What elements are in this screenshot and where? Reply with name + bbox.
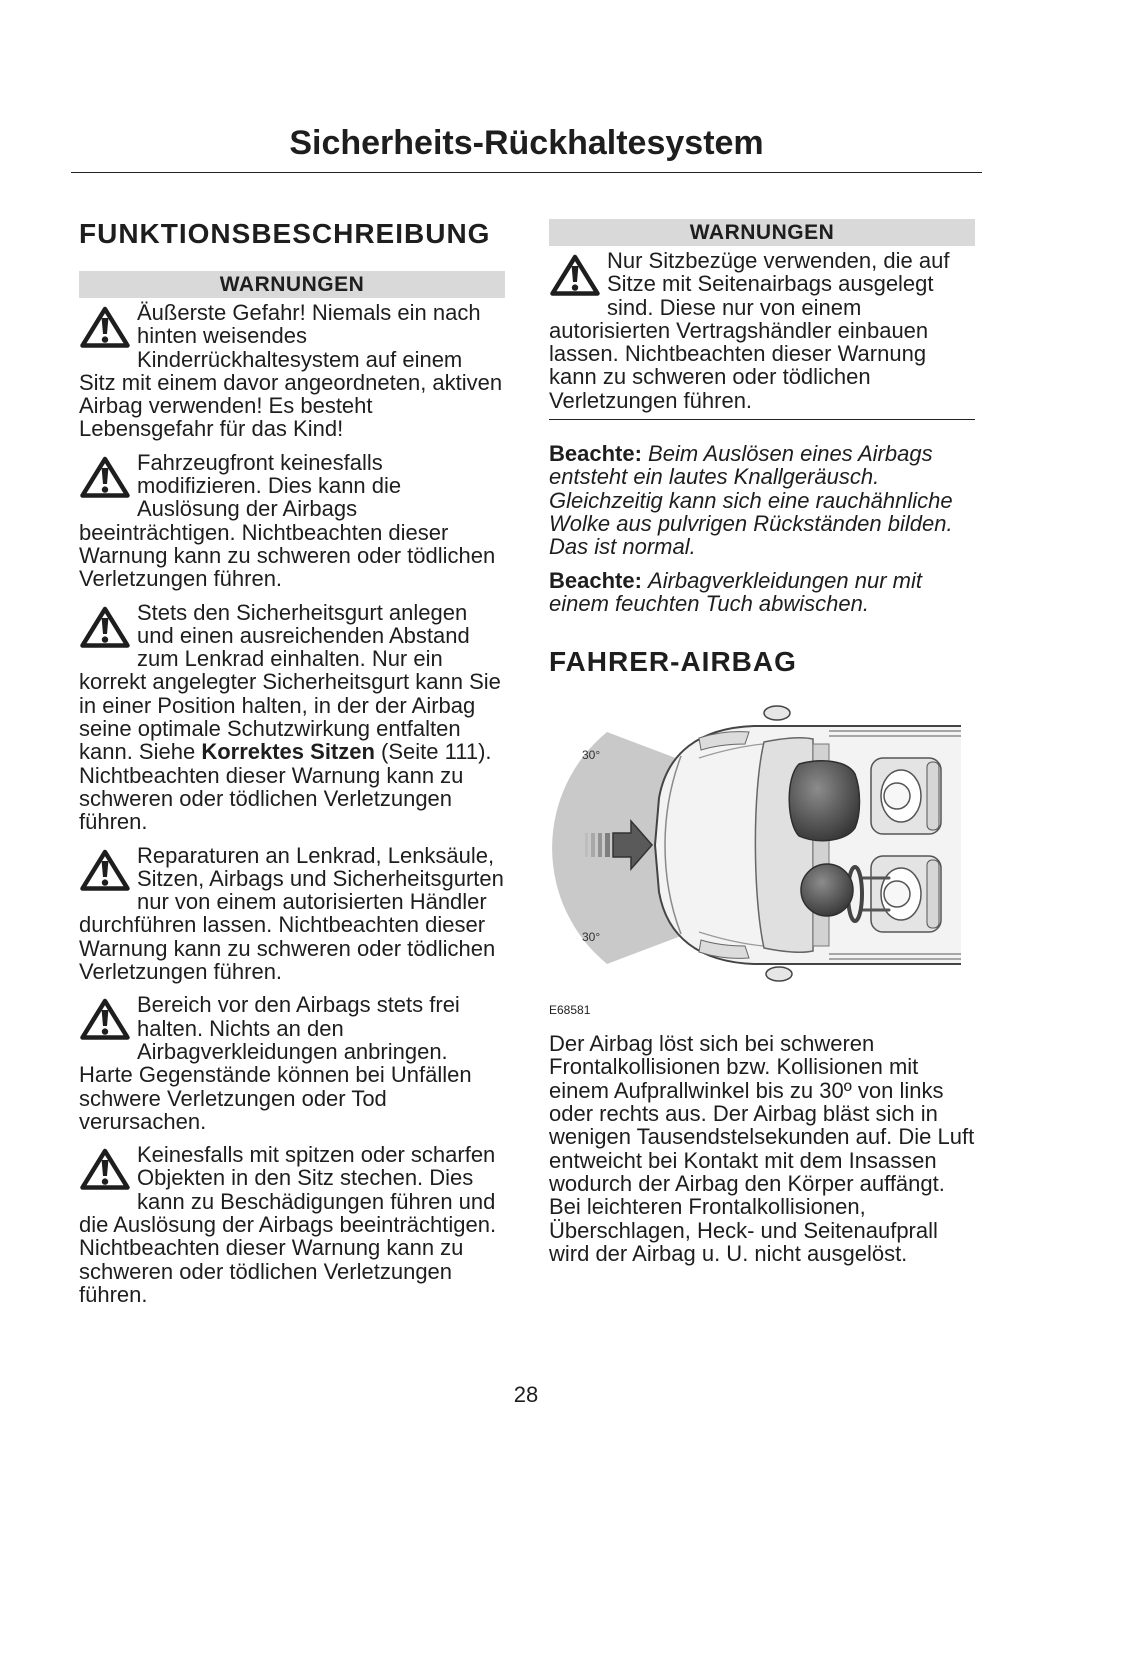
angle-label-bottom: 30° xyxy=(582,930,601,945)
warning-triangle-icon xyxy=(79,993,131,1059)
warning-text: Fahrzeugfront keinesfalls modifizieren. Dies kann die Auslösung der Airbags beeinträchtigen. Nichtbeachten dieser Warnung kann zu schweren oder tödlichen Verletzungen führen. xyxy=(79,449,496,592)
motion-stripe xyxy=(585,833,588,857)
warnings-label-bar: WARNUNGEN xyxy=(79,271,505,298)
warning-item xyxy=(79,451,505,591)
warning-text: Reparaturen an Lenkrad, Lenksäule, Sitzen, Airbags und Sicherheitsgurten nur von einem autorisierten Händler durchführen lassen. Nichtbeachten dieser Warnung kann zu schweren oder tödlichen Verletzungen führen. xyxy=(79,842,504,985)
passenger-seat-back xyxy=(927,762,939,830)
warning-text: Nur Sitzbezüge verwenden, die auf Sitze mit Seitenairbags ausgelegt sind. Diese nur von einem autorisierten Vertragshändler einbauen lassen. Nichtbeachten dieser Warnung kann zu schweren oder tödlichen Verletzungen führen. xyxy=(549,248,950,413)
warning-triangle-icon xyxy=(79,301,131,367)
note-text: Beim Auslösen eines Airbags entsteht ein lautes Knallgeräusch. Gleichzeitig kann sich eine rauchähnliche Wolke aus pulvrigen Rückständen bilden. Das ist normal. xyxy=(549,441,953,560)
warning-text: Bereich vor den Airbags stets frei halten. Nichts an den Airbagverkleidungen anbringen. Harte Gegenstände können bei Unfällen schwere Verletzungen oder Tod verursachen. xyxy=(79,992,472,1134)
note-label: Beachte: xyxy=(549,441,642,467)
warning-text-continued: (Seite 111). Nichtbeachten dieser Warnung kann zu schweren oder tödlichen Verletzungen führen. xyxy=(79,739,492,835)
figure-id: E68581 xyxy=(549,1003,591,1018)
passenger-head xyxy=(884,783,910,809)
warning-item xyxy=(79,301,505,441)
driver-seat-back xyxy=(927,860,939,928)
note xyxy=(549,442,975,558)
driver-head xyxy=(884,881,910,907)
page-number: 28 xyxy=(513,1382,539,1407)
side-mirror-bottom xyxy=(766,967,792,981)
warning-triangle-icon xyxy=(79,601,131,667)
driver-airbag xyxy=(801,864,853,916)
warning-triangle-icon xyxy=(79,451,131,517)
warning-text: Keinesfalls mit spitzen oder scharfen Objekten in den Sitz stechen. Dies kann zu Beschädigungen führen und die Auslösung der Airbags beeinträchtigen. Nichtbeachten dieser Warnung kann zu schweren oder tödlichen Verletzungen führen. xyxy=(79,1142,497,1307)
title-divider xyxy=(71,172,982,173)
passenger-airbag xyxy=(789,761,859,841)
warning-text: Stets den Sicherheitsgurt anlegen und einen ausreichenden Abstand zum Lenkrad einhalten. Nur ein korrekt angelegter Sicherheitsgurt kann Sie in einer Position halten, in der der Airbag seine optimale Schutzwirkung entfalten kann. Siehe xyxy=(79,599,501,765)
warnings-label-bar: WARNUNGEN xyxy=(549,219,975,246)
cross-reference-link[interactable]: Korrektes Sitzen xyxy=(201,739,375,765)
warnings-end-divider xyxy=(549,419,975,420)
airbag-impact-illustration xyxy=(549,698,969,988)
warning-item xyxy=(79,993,505,1133)
warning-text: Äußerste Gefahr! Niemals ein nach hinten weisendes Kinderrückhaltesystem auf einem Sitz mit einem davor angeordneten, aktiven Airbag verwenden! Es besteht Lebensgefahr für das Kind! xyxy=(79,300,503,442)
warning-item xyxy=(79,601,505,834)
note-text: Airbagverkleidungen nur mit einem feuchten Tuch abwischen. xyxy=(549,567,922,616)
warning-item xyxy=(79,1143,505,1306)
warning-triangle-icon xyxy=(549,249,601,315)
section-heading-funktionsbeschreibung: FUNKTIONSBESCHREIBUNG xyxy=(79,218,491,249)
note xyxy=(549,569,975,616)
motion-stripe xyxy=(605,833,610,857)
warning-triangle-icon xyxy=(79,1143,131,1209)
angle-label-top: 30° xyxy=(582,748,601,763)
side-mirror-top xyxy=(764,706,790,720)
note-label: Beachte: xyxy=(549,567,642,593)
body-paragraph: Der Airbag löst sich bei schweren Frontalkollisionen bzw. Kollisionen mit einem Aufprallwinkel bis zu 30º von links oder rechts aus. Der Airbag bläst sich in wenigen Tausendstelsekunden auf. Die Luft entweicht bei Kontakt mit dem Insassen wodurch der Airbag den Körper auffängt. Bei leichteren Frontalkollisionen, Überschlagen, Heck- und Seitenaufprall wird der Airbag u. U. nicht ausgelöst. xyxy=(549,1031,975,1266)
motion-stripe xyxy=(598,833,602,857)
right-column xyxy=(549,219,975,1265)
warning-triangle-icon xyxy=(79,844,131,910)
warning-item xyxy=(79,844,505,984)
section-heading-fahrer-airbag: FAHRER-AIRBAG xyxy=(549,646,797,678)
motion-stripe xyxy=(591,833,595,857)
page-title: Sicherheits-Rückhaltesystem xyxy=(289,124,764,162)
left-column xyxy=(79,217,505,1306)
warning-item xyxy=(549,249,975,412)
